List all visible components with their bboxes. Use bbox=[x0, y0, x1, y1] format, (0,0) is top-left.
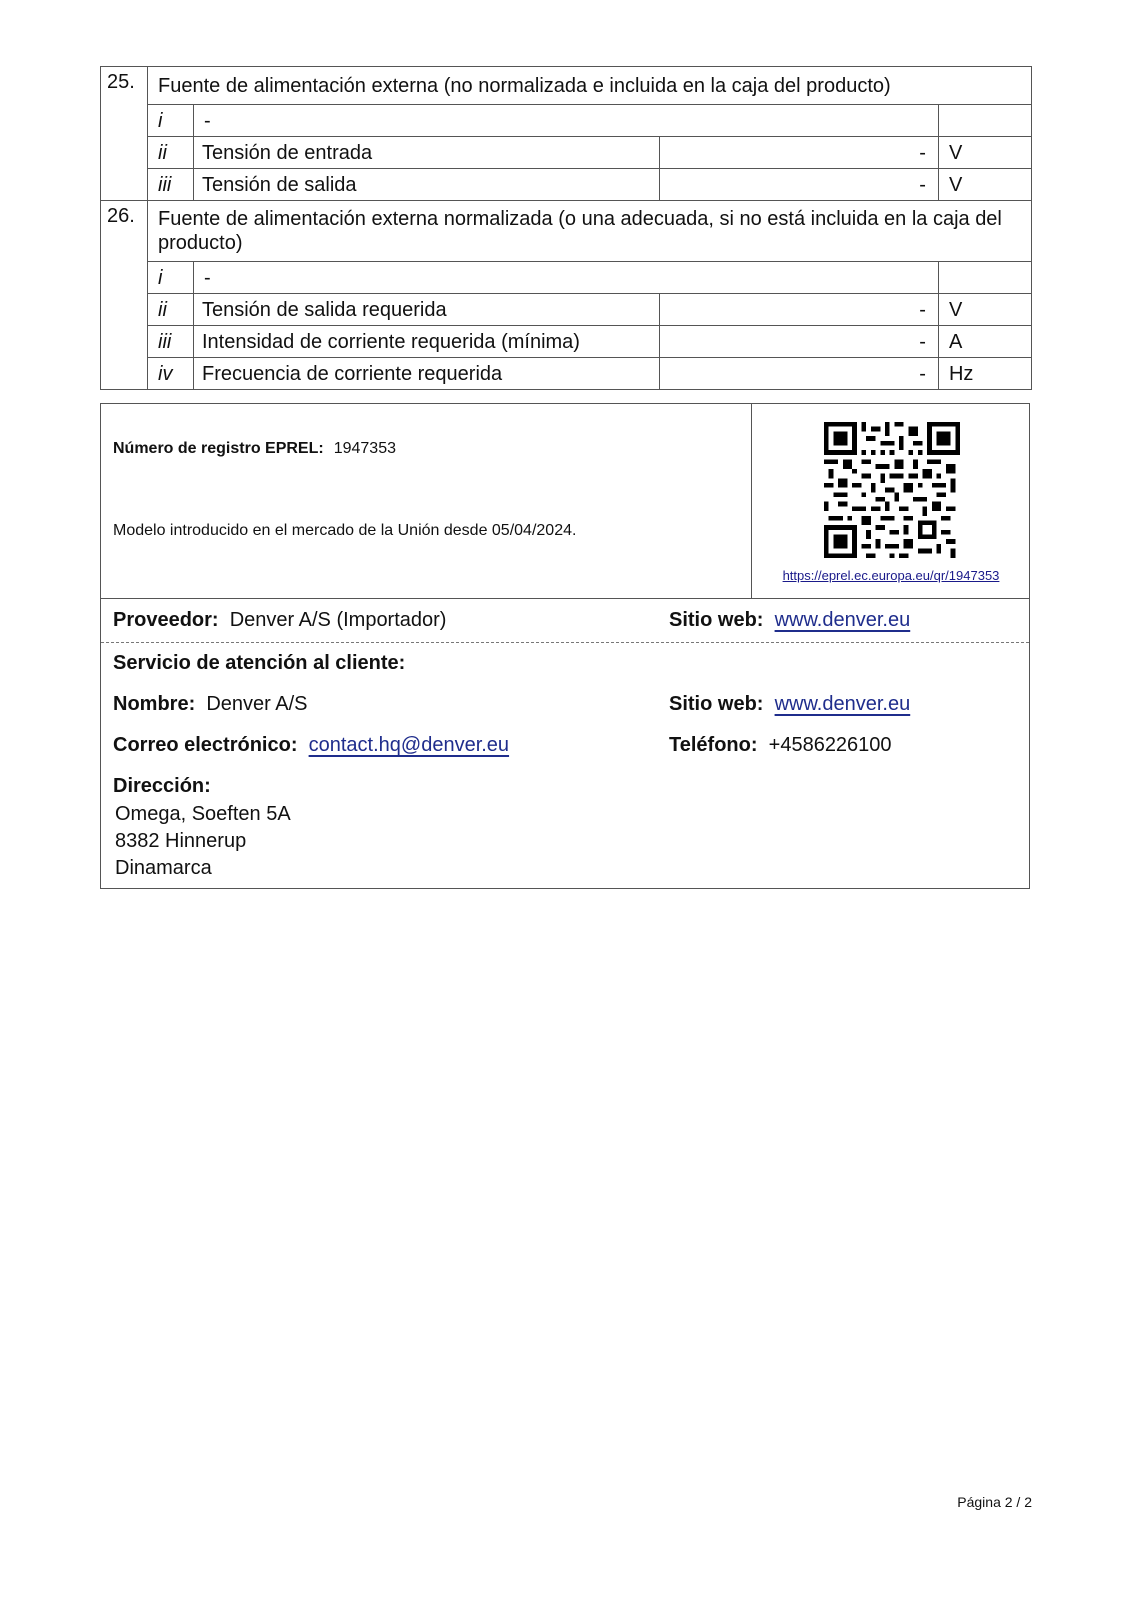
phone-value: +4586226100 bbox=[768, 734, 892, 756]
row-value: - bbox=[659, 326, 938, 358]
provider-website-line bbox=[669, 607, 910, 633]
row-index: ii bbox=[148, 294, 194, 326]
spec-row bbox=[101, 294, 1032, 326]
row-value: - bbox=[659, 169, 938, 201]
row-unit: Hz bbox=[938, 358, 1031, 390]
spec-item-26-header bbox=[101, 201, 1032, 262]
eprel-text bbox=[113, 404, 733, 598]
spec-row bbox=[101, 326, 1032, 358]
row-label: Tensión de salida bbox=[193, 169, 659, 201]
spec-row bbox=[101, 137, 1032, 169]
email-link[interactable]: contact.hq@denver.eu bbox=[308, 734, 510, 756]
row-label: - bbox=[193, 105, 938, 137]
service-phone-line bbox=[669, 732, 892, 758]
item-title: Fuente de alimentación externa normalizada (o una adecuada, si no está incluida en la caja del producto) bbox=[148, 201, 1032, 262]
item-title: Fuente de alimentación externa (no normalizada e incluida en la caja del producto) bbox=[148, 67, 1032, 105]
row-unit: V bbox=[938, 169, 1031, 201]
row-label: Tensión de entrada bbox=[193, 137, 659, 169]
supplier-info-box bbox=[100, 403, 1030, 889]
provider-website-link[interactable]: www.denver.eu bbox=[774, 609, 911, 631]
row-unit bbox=[938, 105, 1031, 137]
row-value: - bbox=[659, 358, 938, 390]
qr-code-icon[interactable] bbox=[824, 422, 960, 558]
row-label: - bbox=[193, 262, 938, 294]
market-date-text: Modelo introducido en el mercado de la Unión desde 05/04/2024. bbox=[113, 522, 577, 539]
item-number: 25. bbox=[101, 67, 148, 201]
customer-service-heading: Servicio de atención al cliente: bbox=[113, 652, 406, 674]
provider-line bbox=[113, 607, 446, 633]
row-unit: V bbox=[938, 294, 1031, 326]
spec-row bbox=[101, 262, 1032, 294]
spec-row bbox=[101, 358, 1032, 390]
row-value: - bbox=[659, 294, 938, 326]
address-line: Omega, Soeften 5A bbox=[115, 803, 291, 825]
row-unit bbox=[938, 262, 1031, 294]
spec-item-25-header bbox=[101, 67, 1032, 105]
row-index: i bbox=[148, 105, 194, 137]
row-label: Intensidad de corriente requerida (mínima) bbox=[193, 326, 659, 358]
row-index: iii bbox=[148, 326, 194, 358]
address-line: 8382 Hinnerup bbox=[115, 830, 247, 852]
website-label: Sitio web: bbox=[669, 609, 764, 631]
qr-panel bbox=[751, 404, 1030, 598]
website-label: Sitio web: bbox=[669, 693, 764, 715]
address-label: Dirección: bbox=[113, 775, 211, 797]
provider-label: Proveedor: bbox=[113, 609, 219, 631]
qr-url-link[interactable]: https://eprel.ec.europa.eu/qr/1947353 bbox=[782, 568, 1000, 583]
phone-label: Teléfono: bbox=[669, 734, 758, 756]
eprel-section bbox=[101, 404, 1029, 599]
spec-table bbox=[100, 66, 1032, 390]
row-unit: A bbox=[938, 326, 1031, 358]
service-email-line bbox=[113, 732, 509, 758]
eprel-registration bbox=[113, 440, 396, 458]
page-number: Página 2 / 2 bbox=[957, 1494, 1032, 1510]
service-name-line bbox=[113, 691, 308, 717]
row-index: iii bbox=[148, 169, 194, 201]
name-label: Nombre: bbox=[113, 693, 196, 715]
row-index: i bbox=[148, 262, 194, 294]
service-website-line bbox=[669, 691, 910, 717]
email-label: Correo electrónico: bbox=[113, 734, 298, 756]
row-unit: V bbox=[938, 137, 1031, 169]
eprel-reg-number: 1947353 bbox=[333, 440, 396, 457]
row-label: Tensión de salida requerida bbox=[193, 294, 659, 326]
spec-row bbox=[101, 169, 1032, 201]
row-index: ii bbox=[148, 137, 194, 169]
address-block bbox=[115, 801, 291, 882]
service-website-link[interactable]: www.denver.eu bbox=[774, 693, 911, 715]
row-label: Frecuencia de corriente requerida bbox=[193, 358, 659, 390]
dashed-divider bbox=[101, 642, 1029, 643]
row-index: iv bbox=[148, 358, 194, 390]
name-value: Denver A/S bbox=[206, 693, 308, 715]
item-number: 26. bbox=[101, 201, 148, 390]
row-value: - bbox=[659, 137, 938, 169]
address-line: Dinamarca bbox=[115, 857, 212, 879]
provider-value: Denver A/S (Importador) bbox=[229, 609, 447, 631]
eprel-reg-label: Número de registro EPREL: bbox=[113, 440, 324, 457]
spec-row bbox=[101, 105, 1032, 137]
